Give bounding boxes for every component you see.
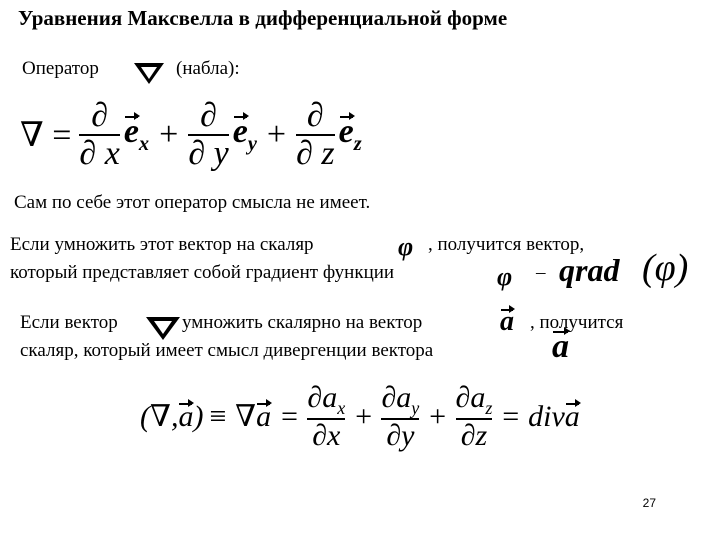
fraction-denominator: ∂ y — [188, 134, 229, 172]
fraction-denominator: ∂ z — [296, 134, 335, 172]
formula-close: ) — [193, 399, 204, 433]
numerator-text: ∂a — [455, 381, 486, 414]
subscript: y — [247, 133, 257, 156]
plus-sign: + — [266, 115, 287, 153]
subscript: y — [411, 398, 420, 418]
grad-label: qrad — [559, 252, 620, 288]
gradient-line-2: который представляет собой градиент функции — [10, 262, 395, 283]
fraction-numerator: ∂ — [91, 97, 109, 134]
vector-a: a — [564, 399, 580, 433]
fraction-dx — [79, 98, 119, 171]
fraction-day — [381, 382, 419, 451]
vector-e: e — [232, 113, 248, 151]
subscript: x — [337, 398, 346, 418]
numerator-text: ∂a — [307, 381, 338, 414]
equiv-nabla: ≡ ∇ — [207, 400, 257, 434]
nabla-icon — [144, 314, 182, 342]
divergence-formula — [140, 382, 580, 451]
fraction-denominator: ∂y — [386, 418, 415, 452]
fraction-numerator — [456, 382, 493, 418]
vector-a: a — [256, 399, 272, 433]
grad-argument: (φ) — [642, 247, 689, 289]
gradient-line-1-end: , получится вектор, — [428, 234, 585, 255]
divergence-line-1-start: Если вектор — [20, 312, 118, 333]
unit-vector-ez — [339, 113, 362, 156]
fraction-denominator: ∂ x — [79, 134, 120, 172]
fraction-numerator: ∂ — [200, 97, 217, 134]
plus-sign: + — [353, 399, 374, 433]
vector-a: a — [178, 399, 194, 433]
fraction-numerator — [307, 382, 345, 418]
nabla-lhs: ∇ = — [20, 116, 72, 154]
fraction-numerator — [381, 382, 419, 418]
page-number: 27 — [642, 496, 656, 510]
fraction-numerator: ∂ — [306, 97, 324, 134]
divergence-line-1-middle: умножить скалярно на вектор — [182, 312, 423, 333]
fraction-daz — [456, 382, 493, 451]
slide-title: Уравнения Максвелла в дифференциальной форме — [18, 6, 508, 30]
vector-a-letter: a — [552, 328, 569, 365]
operator-label: Оператор — [22, 58, 99, 79]
gradient-line-1-start: Если умножить этот вектор на скаляр — [10, 234, 314, 255]
div-label: = div — [500, 399, 565, 433]
fraction-dz — [296, 98, 335, 171]
fraction-denominator: ∂x — [312, 418, 341, 452]
numerator-text: ∂a — [381, 381, 412, 414]
phi-symbol: φ — [398, 232, 414, 261]
vector-a — [500, 306, 514, 338]
operator-name: (набла): — [176, 58, 240, 79]
formula-open: (∇, — [140, 400, 179, 434]
plus-sign: + — [159, 115, 179, 153]
fraction-denominator: ∂z — [460, 418, 488, 452]
subscript: z — [353, 133, 362, 156]
nabla-icon — [132, 60, 166, 86]
plus-sign: + — [427, 399, 448, 433]
fraction-dy — [188, 98, 228, 171]
divergence-line-1-end: , получится — [530, 312, 624, 333]
vector-a — [552, 328, 569, 366]
vector-e: e — [338, 113, 354, 151]
unit-vector-ex — [124, 113, 149, 156]
divergence-line-2: скаляр, который имеет смысл дивергенции вектора — [20, 340, 434, 361]
phi-symbol: φ — [497, 262, 513, 291]
nabla-formula — [20, 98, 362, 171]
fraction-dax — [307, 382, 345, 451]
gradient-dash: – — [536, 262, 546, 283]
unit-vector-ey — [233, 113, 257, 156]
vector-a-letter: a — [500, 306, 514, 337]
subscript: z — [485, 398, 493, 418]
equals-sign: = — [279, 399, 300, 433]
statement-no-meaning: Сам по себе этот оператор смысла не имеет. — [14, 192, 371, 213]
subscript: x — [138, 133, 150, 156]
vector-e: e — [123, 113, 139, 151]
